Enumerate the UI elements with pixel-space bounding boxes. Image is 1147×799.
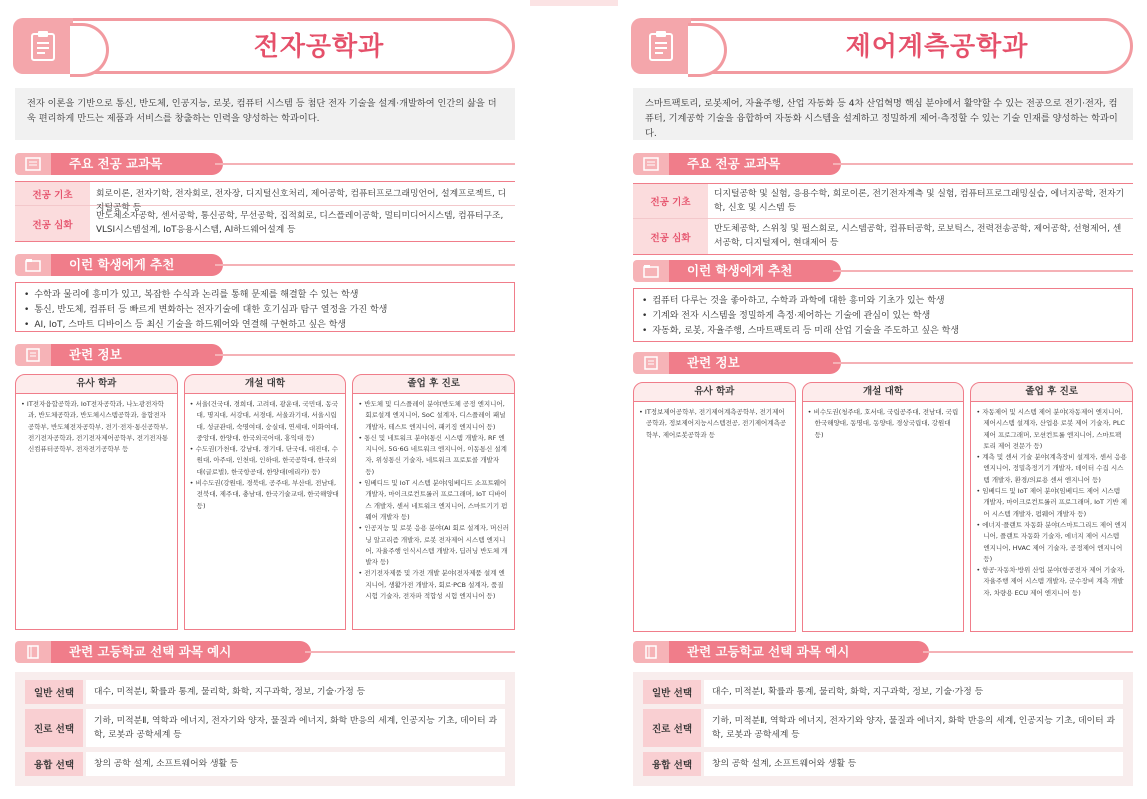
list-item: • 통신, 반도체, 컴퓨터 등 빠르게 변화하는 전자기술에 대한 호기심과 탐구 열정을 가진 학생 (24, 303, 506, 318)
page-title: 제어계측공학과 (845, 32, 1029, 62)
table-row (643, 752, 1123, 776)
section-header-reco (15, 254, 515, 276)
table-row (633, 219, 1133, 254)
section-title: 관련 정보 (669, 352, 841, 374)
table-row (25, 709, 505, 747)
list-item: • 컴퓨터 다루는 것을 좋아하고, 수학과 과학에 대한 흥미와 기초가 있는 학생 (642, 294, 1124, 309)
page-electronic-engineering (0, 0, 530, 799)
list-item: • 인공지능 및 로봇 응용 분야(AI 회로 설계자, 머신러닝 알고리즘 개발자, 로봇 전자제어 시스템 엔지니어, 자율주행 인식시스템 개발자, 딥러닝 반도체 개발자 등) (358, 523, 509, 568)
hs-key: 진로 선택 (643, 709, 701, 747)
hs-value: 대수, 미적분Ⅰ, 확률과 통계, 물리학, 화학, 지구과학, 정보, 기술·가정 등 (86, 680, 505, 704)
table-row (643, 680, 1123, 704)
notebook-icon (633, 153, 669, 175)
section-title: 관련 정보 (51, 344, 223, 366)
info-head: 개설 대학 (802, 382, 965, 402)
folder-icon (15, 254, 51, 276)
list-item: • 수도권(가천대, 강남대, 경기대, 단국대, 대진대, 수원대, 아주대, 인천대, 인하대, 한국공학대, 한국외대(글로벌), 한국항공대, 한양대(에리카) 등) (190, 444, 341, 478)
info-head: 개설 대학 (184, 374, 347, 394)
table-row (643, 709, 1123, 747)
info-universities (802, 382, 965, 632)
info-head: 졸업 후 진로 (970, 382, 1133, 402)
list-item: • AI, IoT, 스마트 디바이스 등 최신 기술을 하드웨어와 연결해 구현하고 싶은 학생 (24, 318, 506, 333)
list-item: • 수학과 물리에 흥미가 있고, 복잡한 수식과 논리를 통해 문제를 해결할 수 있는 학생 (24, 288, 506, 303)
list-item: • 임베디드 및 IoT 시스템 분야(임베디드 소프트웨어 개발자, 마이크로컨트롤러 프로그래머, IoT 디바이스 개발자, 센서 네트워크 엔지니어, 스마트기기 펌웨어 개발자 등) (358, 478, 509, 523)
major-value: 디지털공학 및 실험, 응용수학, 회로이론, 전기전자계측 및 실험, 컴퓨터프로그래밍실습, 에너지공학, 전자기학, 신호 및 시스템 등 (714, 189, 1125, 213)
table-row (25, 752, 505, 776)
hs-value: 기하, 미적분Ⅱ, 역학과 에너지, 전자기와 양자, 물질과 에너지, 화학 반응의 세계, 인공지능 기초, 데이터 과학, 로봇과 공학세계 등 (86, 709, 505, 747)
hs-key: 진로 선택 (25, 709, 83, 747)
section-header-info (633, 352, 1133, 374)
section-title: 관련 고등학교 선택 과목 예시 (669, 641, 929, 663)
book-icon (633, 641, 669, 663)
info-universities (184, 374, 347, 630)
folder-icon (633, 260, 669, 282)
dept-intro: 스마트팩토리, 로봇제어, 자율주행, 산업 자동화 등 4차 산업혁명 핵심 분야에서 활약할 수 있는 전공으로 전기·전자, 컴퓨터, 기계공학 기술을 융합하여 자동화 시스템을 설계하고 정밀하게 제어·측정할 수 있는 기술 인재를 양성하는 학과이다. (633, 88, 1133, 140)
clipboard-icon (631, 18, 691, 74)
info-careers (352, 374, 515, 630)
info-similar (633, 382, 796, 632)
table-row (25, 680, 505, 704)
major-value: 회로이론, 전자기학, 전자회로, 전자장, 디지털신호처리, 제어공학, 컴퓨터프로그래밍언어, 설계프로젝트, 디지털공학 등 (96, 189, 507, 213)
table-row (15, 206, 515, 241)
hs-value: 기하, 미적분Ⅱ, 역학과 에너지, 전자기와 양자, 물질과 에너지, 화학 반응의 세계, 인공지능 기초, 데이터 과학, 로봇과 공학세계 등 (704, 709, 1123, 747)
major-key: 전공 기초 (633, 184, 708, 218)
section-title: 주요 전공 교과목 (669, 153, 841, 175)
table-row (15, 182, 515, 213)
list-item: • 비수도권(강원대, 경북대, 공주대, 부산대, 전남대, 전북대, 제주대, 충남대, 한국기술교대, 한국해양대 등) (190, 478, 341, 512)
page-title: 전자공학과 (253, 32, 385, 62)
section-header-majors (15, 153, 515, 175)
list-item: • 계측 및 센서 기술 분야(계측장비 설계자, 센서 응용 엔지니어, 정밀측정기기 개발자, 데이터 수집 시스템 개발자, 환경/의료용 센서 엔지니어 등) (976, 452, 1127, 486)
notebook-icon (15, 153, 51, 175)
section-header-reco (633, 260, 1133, 282)
info-head: 유사 학과 (633, 382, 796, 402)
info-careers (970, 382, 1133, 632)
hs-value: 대수, 미적분Ⅰ, 확률과 통계, 물리학, 화학, 지구과학, 정보, 기술·가정 등 (704, 680, 1123, 704)
recommend-list (633, 288, 1133, 342)
major-key: 전공 심화 (633, 219, 708, 254)
section-title: 관련 고등학교 선택 과목 예시 (51, 641, 311, 663)
list-item: • 비수도권(청주대, 호서대, 국립공주대, 전남대, 국립한국해양대, 동명대, 동양대, 경상국립대, 강원대 등) (808, 407, 959, 441)
majors-table (633, 183, 1133, 255)
highschool-table (15, 672, 515, 786)
info-columns (15, 374, 515, 630)
list-item: • 전기전자제품 및 가전 개발 분야(전자제품 설계 엔지니어, 생활가전 개발자, 회로·PCB 설계자, 품질시험 기술자, 전자파 적합성 시험 엔지니어 등) (358, 568, 509, 602)
book-icon (15, 641, 51, 663)
dept-intro: 전자 이론을 기반으로 통신, 반도체, 인공지능, 로봇, 컴퓨터 시스템 등 첨단 전자 기술을 설계·개발하여 인간의 삶을 더욱 편리하게 만드는 제품과 서비스를 창출하는 인력을 양성하는 학과이다. (15, 88, 515, 140)
page-title-banner (631, 18, 1133, 74)
page-title-banner (13, 18, 515, 74)
section-header-info (15, 344, 515, 366)
hs-value: 창의 공학 설계, 소프트웨어와 생활 등 (704, 752, 1123, 776)
list-item: • 임베디드 및 IoT 제어 분야(임베디드 제어 시스템 개발자, 마이크로컨트롤러 프로그래머, IoT 기반 제어 시스템 개발자, 펌웨어 개발자 등) (976, 486, 1127, 520)
clipboard-icon (13, 18, 73, 74)
list-item: • 항공·자동차·방위 산업 분야(항공전자 제어 기술자, 자율주행 제어 시스템 개발자, 군수장비 계측 개발자, 차량용 ECU 제어 엔지니어 등) (976, 565, 1127, 599)
major-key: 전공 심화 (15, 206, 90, 241)
hs-key: 융합 선택 (25, 752, 83, 776)
major-value: 반도체소자공학, 센서공학, 통신공학, 무선공학, 집적회로, 디스플레이공학, 멀티미디어시스템, 컴퓨터구조, VLSI시스템설계, IoT응용시스템, AI하드웨어설계 등 (96, 211, 504, 235)
section-title: 이런 학생에게 추천 (51, 254, 223, 276)
section-header-highschool (633, 641, 1133, 663)
table-row (633, 184, 1133, 219)
hs-key: 일반 선택 (643, 680, 701, 704)
document-icon (633, 352, 669, 374)
hs-value: 창의 공학 설계, 소프트웨어와 생활 등 (86, 752, 505, 776)
major-key: 전공 기초 (15, 182, 90, 205)
info-head: 졸업 후 진로 (352, 374, 515, 394)
list-item: • IT전자융합공학과, IoT전자공학과, 나노광전자학과, 반도체공학과, 반도체시스템공학과, 융합전자공학부, 반도체전자공학부, 전기·전자·통신공학부, 전기전자공학과, 전기전자제어공학부, 전기전자통신컴퓨터공학부, 전자전기공학부 등 (21, 399, 172, 455)
section-header-highschool (15, 641, 515, 663)
hs-key: 융합 선택 (643, 752, 701, 776)
section-title: 이런 학생에게 추천 (669, 260, 841, 282)
list-item: • 자동화, 로봇, 자율주행, 스마트팩토리 등 미래 산업 기술을 주도하고 싶은 학생 (642, 324, 1124, 339)
list-item: • 에너지·플랜트 자동화 분야(스마트그리드 제어 엔지니어, 플랜트 자동화 기술자, 에너지 제어 시스템 엔지니어, HVAC 제어 기술자, 공정제어 엔지니어 등) (976, 520, 1127, 565)
hs-key: 일반 선택 (25, 680, 83, 704)
info-columns (633, 382, 1133, 632)
document-icon (15, 344, 51, 366)
list-item: • IT정보제어공학부, 전기제어계측공학부, 전기제어공학과, 정보제어지능시스템전공, 전기제어계측공학부, 제어로봇공학과 등 (639, 407, 790, 441)
list-item: • 서울(건국대, 경희대, 고려대, 광운대, 국민대, 동국대, 명지대, 서강대, 서경대, 서울과기대, 서울시립대, 성균관대, 숙명여대, 숭실대, 연세대, 이화여대, 중앙대, 한양대, 한국외국어대, 홍익대 등) (190, 399, 341, 444)
major-value: 반도체공학, 스위칭 및 펄스회로, 시스템공학, 컴퓨터공학, 로보틱스, 전력전송공학, 제어공학, 선형제어, 센서공학, 디지털제어, 현대제어 등 (714, 224, 1122, 248)
info-similar (15, 374, 178, 630)
list-item: • 통신 및 네트워크 분야(통신 시스템 개발자, RF 엔지니어, 5G·6G 네트워크 엔지니어, 이동통신 설계자, 위성통신 기술자, 네트워크 프로토콜 개발자 등) (358, 433, 509, 478)
recommend-list (15, 282, 515, 332)
page-control-instrumentation (618, 0, 1147, 799)
info-head: 유사 학과 (15, 374, 178, 394)
section-header-majors (633, 153, 1133, 175)
list-item: • 자동제어 및 시스템 제어 분야(자동제어 엔지니어, 제어시스템 설계자, 산업용 로봇 제어 기술자, PLC 제어 프로그래머, 모션컨트롤 엔지니어, 스마트팩토리 제어 전문가 등) (976, 407, 1127, 452)
list-item: • 반도체 및 디스플레이 분야(반도체 공정 엔지니어, 회로설계 엔지니어, SoC 설계자, 디스플레이 패널 개발자, 테스트 엔지니어, 패키징 엔지니어 등) (358, 399, 509, 433)
section-title: 주요 전공 교과목 (51, 153, 223, 175)
majors-table (15, 181, 515, 242)
list-item: • 기계와 전자 시스템을 정밀하게 측정·제어하는 기술에 관심이 있는 학생 (642, 309, 1124, 324)
highschool-table (633, 672, 1133, 786)
